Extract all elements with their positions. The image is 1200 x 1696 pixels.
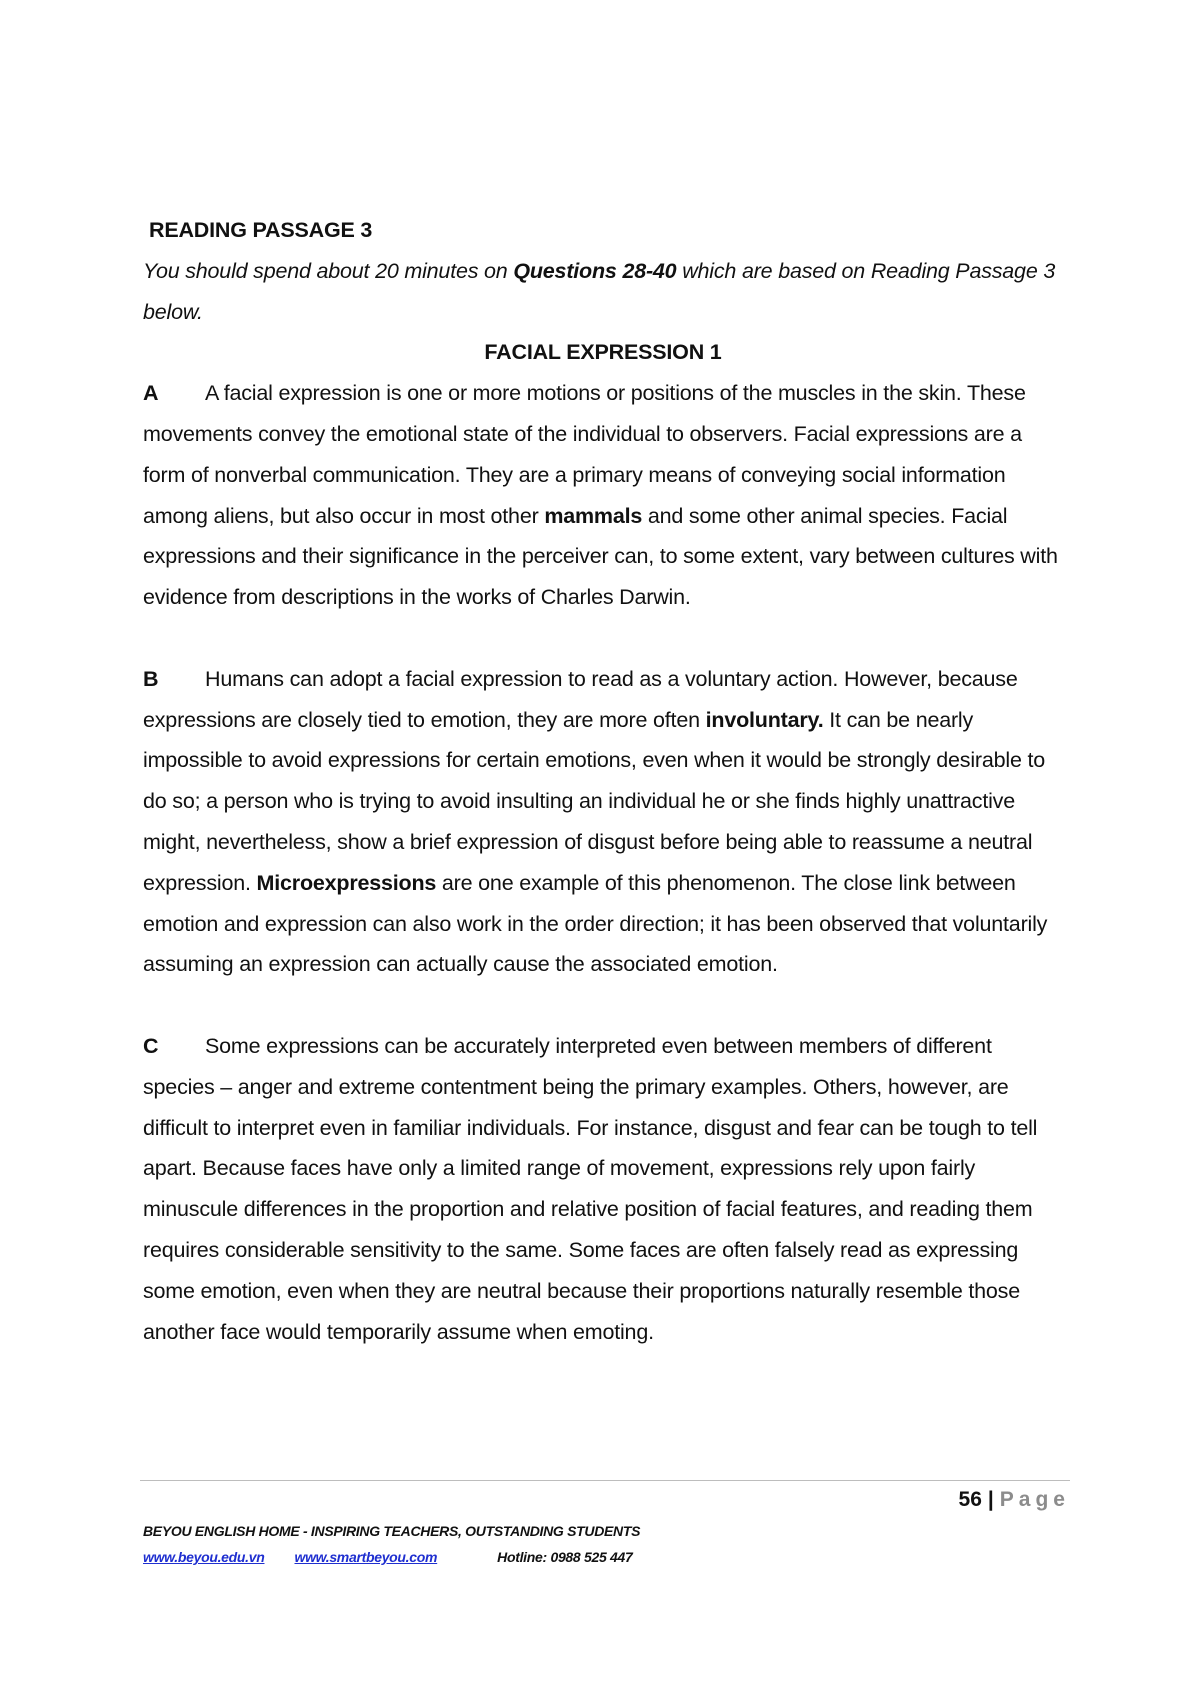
bold-term: Microexpressions <box>256 870 437 895</box>
footer-links <box>143 1544 640 1570</box>
website-link-secondary[interactable]: www.smartbeyou.com <box>294 1549 438 1565</box>
instructions-questions: Questions 28-40 <box>513 258 677 283</box>
paragraph-text: Humans can adopt a facial expression to read as a voluntary action. However, because expressions are closely tied to emotion, they are more often <box>143 666 1018 732</box>
section-heading: READING PASSAGE 3 <box>149 218 373 242</box>
paragraph-text: It can be nearly impossible to avoid expressions for certain emotions, even when it would be strongly desirable to do so; a person who is trying to avoid insulting an individual he or she finds highly unattractive might, nevertheless, show a brief expression of disgust before being able to reassume a neutral expression. <box>143 707 1046 895</box>
footer-divider <box>140 1480 1070 1481</box>
page-number-label: Page <box>999 1488 1070 1511</box>
paragraph-a <box>143 373 1063 618</box>
paragraph-c <box>143 1026 1063 1352</box>
instructions-prefix: You should spend about 20 minutes on <box>143 258 514 283</box>
paragraph-letter: C <box>143 1033 159 1058</box>
paragraph-text: are one example of this phenomenon. The close link between emotion and expression can also work in the order direction; it has been observed that voluntarily assuming an expression can actually cause the associated emotion. <box>143 870 1048 977</box>
paragraph-letter: A <box>143 381 159 406</box>
instructions <box>143 251 1063 333</box>
passage-title: FACIAL EXPRESSION 1 <box>484 340 722 365</box>
page-number-separator: | <box>987 1488 994 1511</box>
page-footer <box>143 1518 640 1570</box>
footer-hotline: Hotline: 0988 525 447 <box>497 1549 633 1565</box>
paragraph-text: Some expressions can be accurately interpreted even between members of different species – anger and extreme contentment being the primary examples. Others, however, are difficult to interpret even in familiar individuals. For instance, disgust and fear can be tough to tell apart. Because faces have only a limited range of movement, expressions rely upon fairly minuscule differences in the proportion and relative position of facial features, and reading them requires considerable sensitivity to the same. Some faces are often falsely read as expressing some emotion, even when they are neutral because their proportions naturally resemble those another face would temporarily assume when emoting. <box>143 1033 1038 1344</box>
bold-term: involuntary. <box>705 707 824 732</box>
instructions-suffix: which are based on Reading Passage 3 below. <box>143 258 1056 324</box>
paragraph-b <box>143 659 1063 985</box>
bold-term: mammals <box>544 503 643 528</box>
page-number <box>959 1488 1070 1512</box>
passage-content <box>143 210 1063 1393</box>
website-link[interactable]: www.beyou.edu.vn <box>143 1549 265 1565</box>
paragraph-text: and some other animal species. Facial expressions and their significance in the perceiver can, to some extent, vary between cultures with evidence from descriptions in the works of Charles Darwin. <box>143 503 1058 610</box>
page-number-value: 56 <box>958 1488 982 1511</box>
footer-tagline: BEYOU ENGLISH HOME - INSPIRING TEACHERS, OUTSTANDING STUDENTS <box>143 1523 641 1539</box>
paragraph-letter: B <box>143 666 159 691</box>
paragraph-text: A facial expression is one or more motions or positions of the muscles in the skin. These movements convey the emotional state of the individual to observers. Facial expressions are a form of nonverbal communication. They are a primary means of conveying social information among aliens, but also occur in most other <box>143 381 1026 528</box>
